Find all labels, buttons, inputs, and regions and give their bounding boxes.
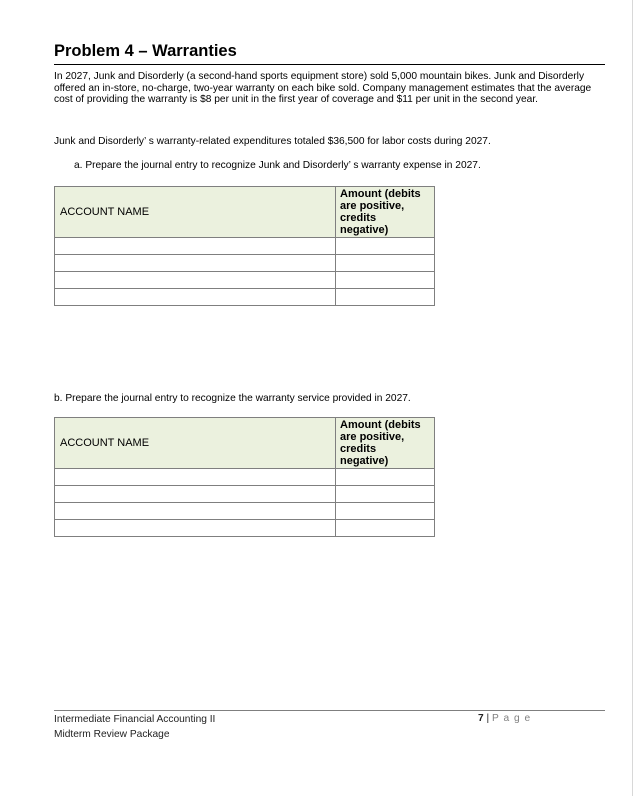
journal-table-a	[54, 186, 435, 306]
amount-header-line: Amount (debits	[340, 419, 421, 431]
footer-course: Intermediate Financial Accounting II	[54, 714, 216, 725]
question-a: a. Prepare the journal entry to recognize Junk and Disorderly’ s warranty expense in 2027.	[74, 160, 481, 171]
account-cell[interactable]	[55, 520, 336, 537]
amount-cell[interactable]	[336, 486, 435, 503]
page-separator: |	[486, 713, 490, 724]
table-row	[55, 503, 435, 520]
table-row	[55, 238, 435, 255]
table-row	[55, 469, 435, 486]
amount-header-line: credits	[340, 443, 377, 455]
journal-table-b	[54, 417, 435, 537]
page-title: Problem 4 – Warranties	[54, 42, 237, 60]
table-header-row	[55, 418, 435, 469]
intro-paragraph: In 2027, Junk and Disorderly (a second-hand sports equipment store) sold 5,000 mountain bikes. Junk and Disorderly offered an in-store, no-charge, two-year warranty on each bike sold. Company management estimates that the average cost of providing the warranty is $8 per unit in the first year of coverage and $11 per unit in the second year.	[54, 71, 592, 106]
footer-package: Midterm Review Package	[54, 729, 170, 740]
amount-header-line: are positive,	[340, 200, 405, 212]
account-cell[interactable]	[55, 289, 336, 306]
amount-header-line: negative)	[340, 455, 389, 467]
amount-cell[interactable]	[336, 469, 435, 486]
page-number	[478, 713, 531, 724]
amount-header-line: credits	[340, 212, 377, 224]
table-header-row	[55, 187, 435, 238]
amount-cell[interactable]	[336, 503, 435, 520]
page-label: P a g e	[492, 713, 532, 724]
amount-header	[336, 187, 435, 238]
table-row	[55, 272, 435, 289]
amount-cell[interactable]	[336, 520, 435, 537]
account-cell[interactable]	[55, 255, 336, 272]
amount-header	[336, 418, 435, 469]
table-row	[55, 486, 435, 503]
amount-header-line: Amount (debits	[340, 188, 421, 200]
page-number-value: 7	[478, 713, 484, 724]
title-divider	[54, 64, 605, 65]
question-b: b. Prepare the journal entry to recognize the warranty service provided in 2027.	[54, 393, 411, 404]
amount-cell[interactable]	[336, 289, 435, 306]
account-cell[interactable]	[55, 503, 336, 520]
expenditures-paragraph: Junk and Disorderly’ s warranty-related expenditures totaled $36,500 for labor costs during 2027.	[54, 136, 491, 147]
amount-cell[interactable]	[336, 238, 435, 255]
table-row	[55, 520, 435, 537]
amount-header-line: are positive,	[340, 431, 405, 443]
account-cell[interactable]	[55, 486, 336, 503]
amount-cell[interactable]	[336, 255, 435, 272]
account-cell[interactable]	[55, 238, 336, 255]
amount-header-line: negative)	[340, 224, 389, 236]
account-cell[interactable]	[55, 469, 336, 486]
amount-cell[interactable]	[336, 272, 435, 289]
table-row	[55, 289, 435, 306]
account-name-header: ACCOUNT NAME	[55, 418, 336, 469]
footer-divider	[54, 710, 605, 711]
account-name-header: ACCOUNT NAME	[55, 187, 336, 238]
table-row	[55, 255, 435, 272]
account-cell[interactable]	[55, 272, 336, 289]
